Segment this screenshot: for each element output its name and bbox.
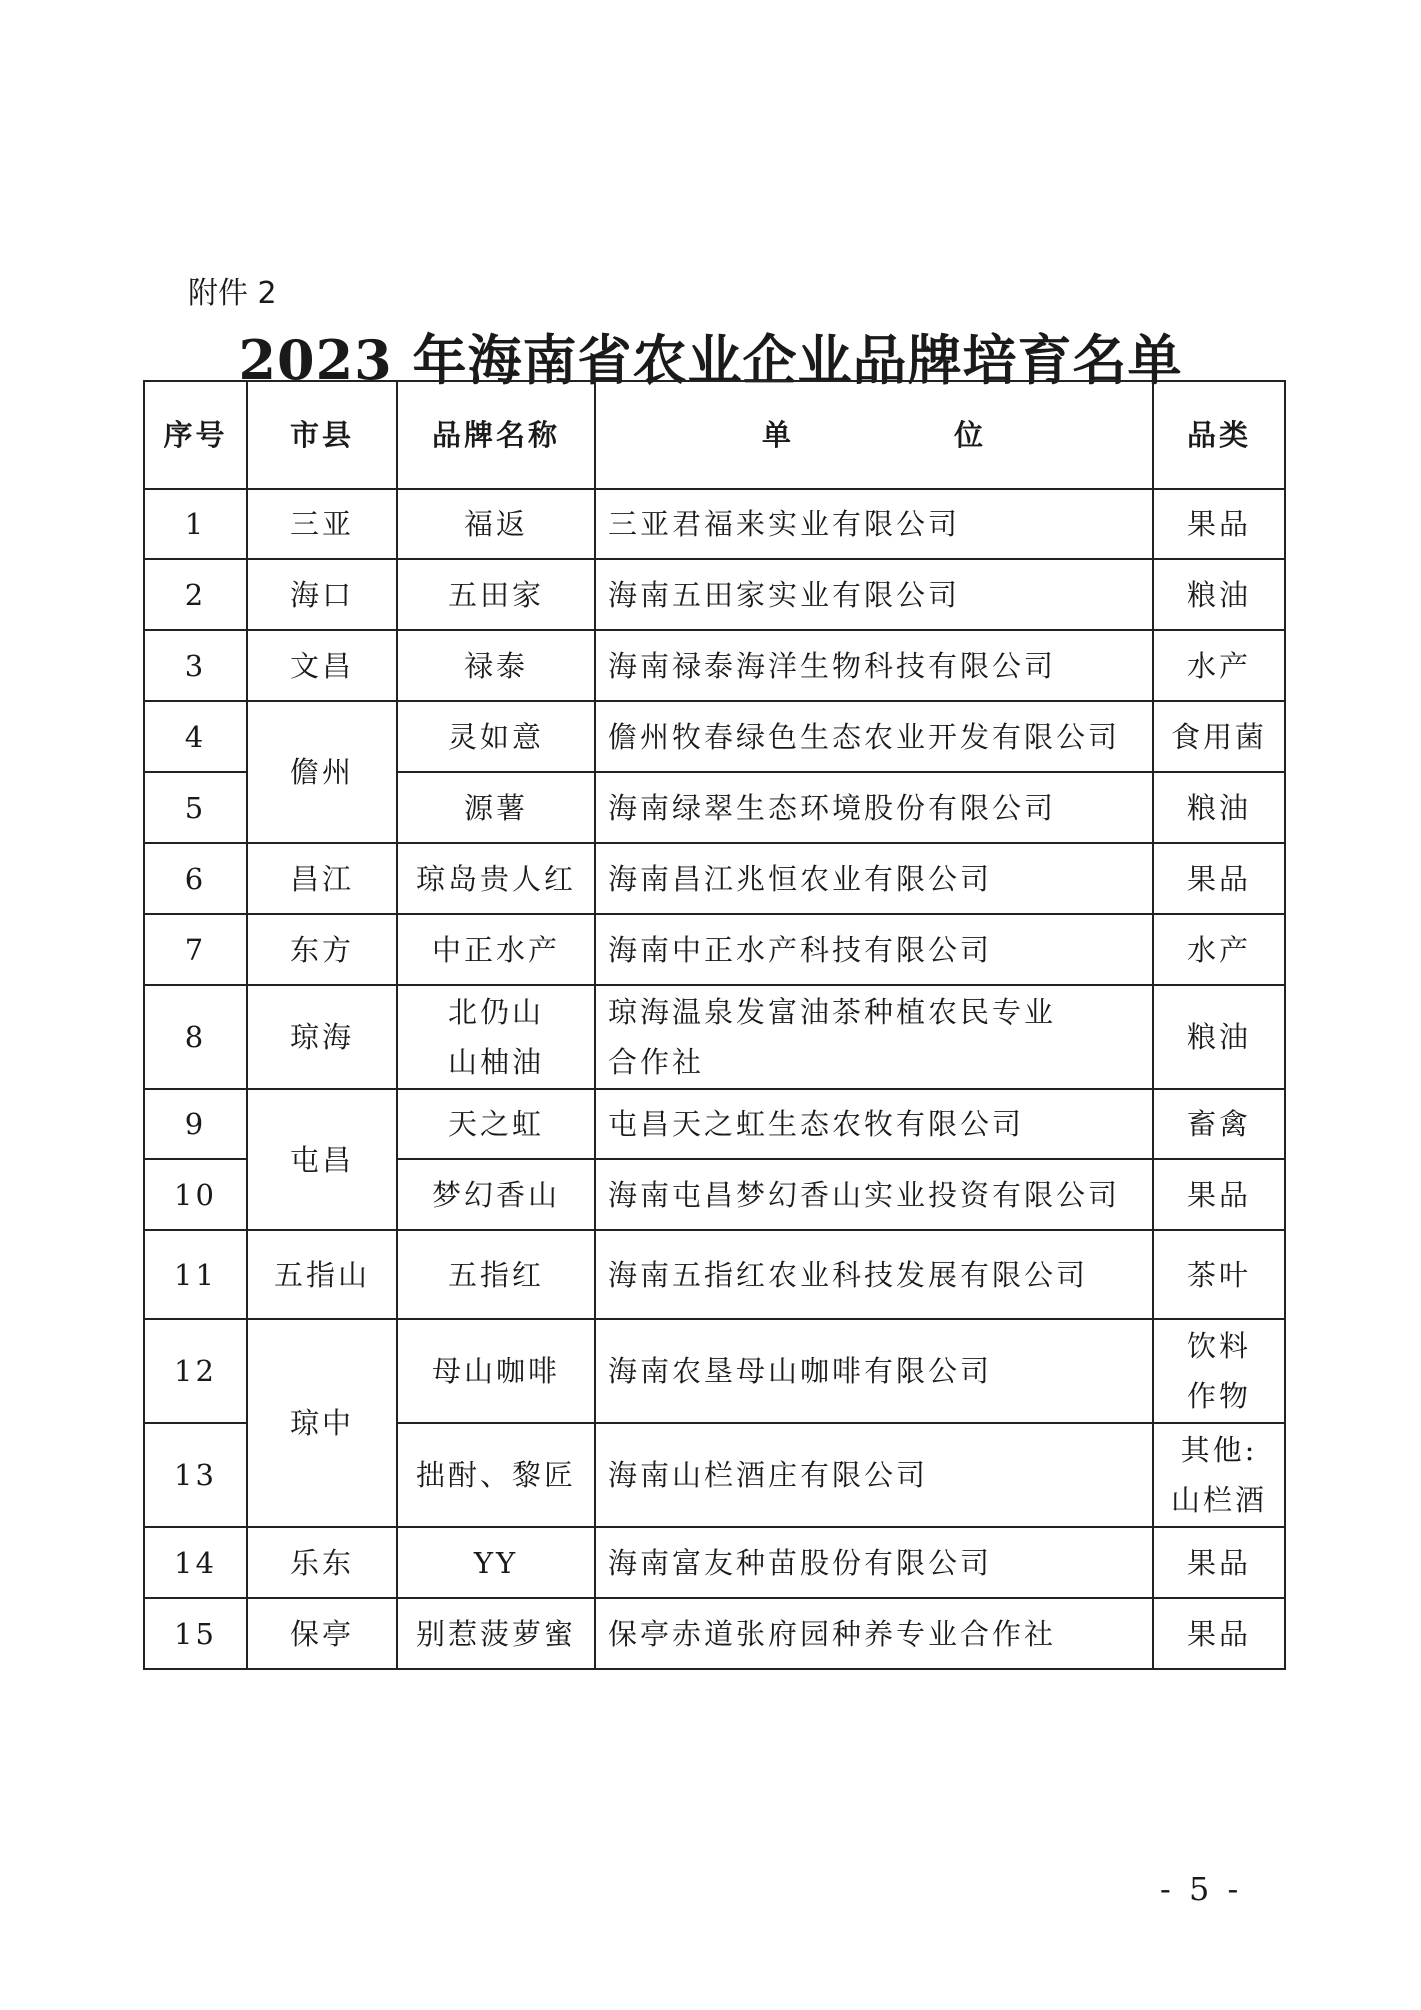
cell-unit: 海南富友种苗股份有限公司: [595, 1527, 1153, 1598]
cell-brand: 中正水产: [397, 914, 595, 985]
document-title: 2023 年海南省农业企业品牌培育名单: [238, 328, 1183, 392]
cell-city: 琼中: [247, 1319, 397, 1527]
cell-brand: 禄泰: [397, 630, 595, 701]
cell-index: 5: [144, 772, 247, 843]
header-brand: 品牌名称: [397, 381, 595, 489]
table-row: [144, 914, 1285, 985]
cell-unit: 保亭赤道张府园种养专业合作社: [595, 1598, 1153, 1669]
cell-category: 粮油: [1153, 772, 1285, 843]
cell-unit: 海南中正水产科技有限公司: [595, 914, 1153, 985]
cell-index: 10: [144, 1159, 247, 1230]
header-category: 品类: [1153, 381, 1285, 489]
cell-index: 8: [144, 985, 247, 1089]
cell-unit: [595, 985, 1153, 1089]
header-index: 序号: [144, 381, 247, 489]
cell-unit: 屯昌天之虹生态农牧有限公司: [595, 1089, 1153, 1159]
cell-city: 昌江: [247, 843, 397, 914]
cell-unit: 海南农垦母山咖啡有限公司: [595, 1319, 1153, 1423]
cell-brand: 五田家: [397, 559, 595, 630]
cell-brand: 梦幻香山: [397, 1159, 595, 1230]
cell-index: 7: [144, 914, 247, 985]
cell-city: 海口: [247, 559, 397, 630]
cell-unit: 海南禄泰海洋生物科技有限公司: [595, 630, 1153, 701]
table-row: [144, 1598, 1285, 1669]
cell-index: 15: [144, 1598, 247, 1669]
cell-city: 文昌: [247, 630, 397, 701]
cell-index: 13: [144, 1423, 247, 1527]
cell-index: 11: [144, 1230, 247, 1319]
header-unit-char-1: 单: [761, 418, 794, 452]
table-row: [144, 843, 1285, 914]
table-row: [144, 559, 1285, 630]
cell-category: 水产: [1153, 630, 1285, 701]
cell-index: 3: [144, 630, 247, 701]
cell-brand: 源薯: [397, 772, 595, 843]
cell-index: 9: [144, 1089, 247, 1159]
cell-unit: 海南五田家实业有限公司: [595, 559, 1153, 630]
cell-category: 食用菌: [1153, 701, 1285, 772]
table-row: [144, 1089, 1285, 1159]
cell-category: 水产: [1153, 914, 1285, 985]
cell-brand: 灵如意: [397, 701, 595, 772]
cell-index: 4: [144, 701, 247, 772]
cell-category-line: 作物: [1186, 1379, 1251, 1413]
cell-brand: 五指红: [397, 1230, 595, 1319]
header-city: 市县: [247, 381, 397, 489]
cell-brand: 琼岛贵人红: [397, 843, 595, 914]
cell-category: 果品: [1153, 1527, 1285, 1598]
page-number: - 5 -: [1160, 1870, 1243, 1908]
cell-category: 粮油: [1153, 559, 1285, 630]
cell-brand: YY: [397, 1527, 595, 1598]
cell-category: [1153, 1319, 1285, 1423]
cell-category: 粮油: [1153, 985, 1285, 1089]
cell-unit: 海南山栏酒庄有限公司: [595, 1423, 1153, 1527]
cell-unit: 海南昌江兆恒农业有限公司: [595, 843, 1153, 914]
cell-city: 屯昌: [247, 1089, 397, 1230]
cell-unit-line: 琼海温泉发富油茶种植农民专业: [608, 995, 1057, 1029]
cell-city: 三亚: [247, 489, 397, 559]
cell-unit: 海南五指红农业科技发展有限公司: [595, 1230, 1153, 1319]
cell-category: 畜禽: [1153, 1089, 1285, 1159]
cell-unit: 海南绿翠生态环境股份有限公司: [595, 772, 1153, 843]
cell-category: [1153, 1423, 1285, 1527]
cell-category: 果品: [1153, 1598, 1285, 1669]
cell-brand: [397, 985, 595, 1089]
cell-index: 1: [144, 489, 247, 559]
table-row: [144, 630, 1285, 701]
cell-index: 12: [144, 1319, 247, 1423]
header-unit: [595, 381, 1153, 489]
cell-index: 6: [144, 843, 247, 914]
cell-brand-line: 北仍山: [447, 995, 544, 1029]
cell-brand: 天之虹: [397, 1089, 595, 1159]
cell-unit: 海南屯昌梦幻香山实业投资有限公司: [595, 1159, 1153, 1230]
table-row: [144, 1527, 1285, 1598]
cell-city: 东方: [247, 914, 397, 985]
header-unit-char-2: 位: [954, 418, 987, 452]
cell-category-line: 山栏酒: [1170, 1483, 1267, 1517]
cell-index: 14: [144, 1527, 247, 1598]
table-row: [144, 489, 1285, 559]
cell-index: 2: [144, 559, 247, 630]
cell-category: 果品: [1153, 1159, 1285, 1230]
cell-category-line: 饮料: [1186, 1329, 1251, 1363]
cell-category: 果品: [1153, 489, 1285, 559]
cell-brand: 别惹菠萝蜜: [397, 1598, 595, 1669]
table-header-row: [144, 381, 1285, 489]
cell-city: 乐东: [247, 1527, 397, 1598]
cell-brand: 福返: [397, 489, 595, 559]
cell-city: 保亭: [247, 1598, 397, 1669]
cell-brand-line: 山柚油: [447, 1045, 544, 1079]
table-row: [144, 1230, 1285, 1319]
cell-unit-line: 合作社: [608, 1045, 705, 1079]
attachment-label: 附件 2: [188, 276, 277, 311]
table-row: [144, 1319, 1285, 1423]
cell-category-line: 其他:: [1180, 1433, 1258, 1467]
cell-category: 果品: [1153, 843, 1285, 914]
cell-city: 儋州: [247, 701, 397, 843]
cell-unit: 三亚君福来实业有限公司: [595, 489, 1153, 559]
cell-unit: 儋州牧春绿色生态农业开发有限公司: [595, 701, 1153, 772]
cell-brand: 母山咖啡: [397, 1319, 595, 1423]
cell-brand: 拙酎、黎匠: [397, 1423, 595, 1527]
brand-roster-table: [143, 380, 1286, 1670]
table-row: [144, 701, 1285, 772]
cell-city: 琼海: [247, 985, 397, 1089]
table-row: [144, 985, 1285, 1089]
cell-category: 茶叶: [1153, 1230, 1285, 1319]
cell-city: 五指山: [247, 1230, 397, 1319]
